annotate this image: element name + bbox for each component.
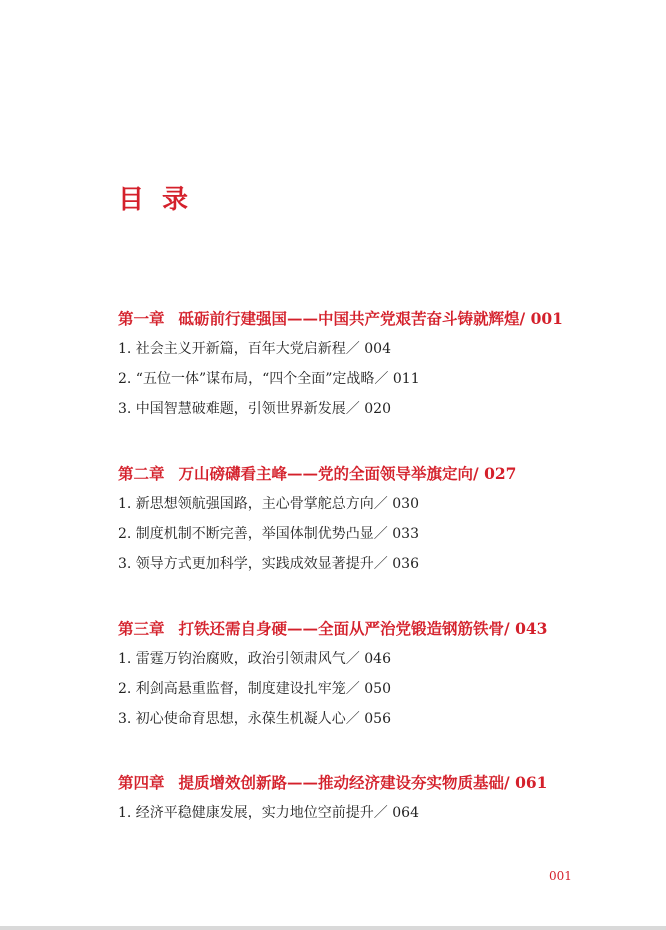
chapter-title: 万山磅礴看主峰——党的全面领导举旗定向 [178, 464, 474, 483]
toc-item[interactable]: 1. 经济平稳健康发展，实力地位空前提升／ 064 [118, 805, 419, 821]
toc-item[interactable]: 1. 社会主义开新篇，百年大党启新程／ 004 [118, 341, 391, 357]
chapter-page: / 027 [473, 464, 517, 483]
page-number: 001 [549, 869, 572, 883]
toc-item[interactable]: 1. 新思想领航强国路，主心骨掌舵总方向／ 030 [118, 496, 419, 512]
toc-title: 目录 [118, 185, 207, 215]
chapter-number: 第一章 [118, 309, 165, 328]
toc-item[interactable]: 1. 雷霆万钧治腐败，政治引领肃风气／ 046 [118, 651, 391, 667]
chapter-page: / 043 [504, 619, 548, 638]
chapter-1 [118, 309, 638, 418]
toc-item[interactable]: 3. 初心使命育思想，永葆生机凝人心／ 056 [118, 711, 391, 727]
chapter-title: 打铁还需自身硬——全面从严治党锻造钢筋铁骨 [178, 619, 505, 638]
toc-item[interactable]: 2. 利剑高悬重监督，制度建设扎牢笼／ 050 [118, 681, 391, 697]
chapter-title: 砥砺前行建强国——中国共产党艰苦奋斗铸就辉煌 [178, 309, 520, 328]
chapter-number: 第二章 [118, 464, 165, 483]
chapter-page: / 001 [519, 309, 563, 328]
chapter-number: 第四章 [118, 773, 165, 792]
chapter-3 [118, 619, 638, 728]
chapter-4 [118, 773, 638, 822]
toc-item[interactable]: 3. 中国智慧破难题，引领世界新发展／ 020 [118, 401, 391, 417]
chapter-page: / 061 [504, 773, 548, 792]
toc-item[interactable]: 3. 领导方式更加科学，实践成效显著提升／ 036 [118, 556, 419, 572]
chapter-number: 第三章 [118, 619, 165, 638]
chapter-heading[interactable] [118, 773, 638, 793]
chapter-title: 提质增效创新路——推动经济建设夯实物质基础 [178, 773, 505, 792]
chapter-heading[interactable] [118, 309, 638, 329]
chapter-heading[interactable] [118, 464, 638, 484]
toc-item[interactable]: 2. 制度机制不断完善，举国体制优势凸显／ 033 [118, 526, 419, 542]
chapter-heading[interactable] [118, 619, 638, 639]
toc-item[interactable]: 2. “五位一体”谋布局，“四个全面”定战略／ 011 [118, 371, 420, 387]
page-bottom-edge [0, 926, 666, 930]
chapter-2 [118, 464, 638, 573]
